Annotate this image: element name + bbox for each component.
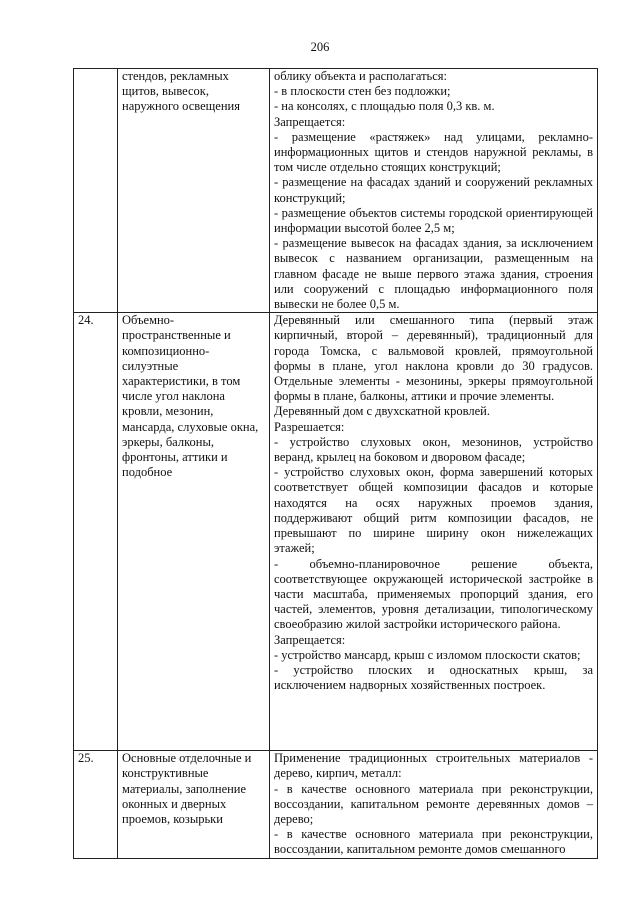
row-number: 24. — [74, 313, 118, 751]
requirement-line: Запрещается: — [274, 114, 346, 129]
row-parameter-name: Основные отделочные и конструктивные материалы, заполнение оконных и дверных проемов, козырьки — [118, 751, 270, 859]
row-number: 25. — [74, 751, 118, 859]
row-requirements — [270, 313, 598, 751]
requirement-line: - объемно-планировочное решение объекта, соответствующее окружающей исторической застройке в части масштаба, применяемых пропорций здания, его частей, элементов, уровня детализации, типологическому своеобразию жилой застройки исторического района. — [274, 556, 593, 632]
table-row — [74, 751, 598, 859]
requirement-line: - устройство мансард, крыш с изломом плоскости скатов; — [274, 647, 581, 662]
table-row — [74, 313, 598, 751]
page-number: 206 — [310, 40, 330, 54]
requirement-line: - в качестве основного материала при реконструкции, воссоздании, капитальном ремонте деревянных домов – дерево; — [274, 781, 593, 827]
requirement-line: облику объекта и располагаться: — [274, 69, 448, 83]
requirement-line: - устройство слуховых окон, форма завершений которых соответствует общей композиции фасадов и которые находятся на осях наружных проемов здания, поддерживают общий ритм композиции фасадов, не превышают по ширине ширину окон нижележащих этажей; — [274, 465, 593, 556]
row-parameter-name: стендов, рекламных щитов, вывесок, наружного освещения — [118, 69, 270, 313]
requirement-line: Применение традиционных строительных материалов - дерево, кирпич, металл: — [274, 751, 593, 781]
requirement-line: - размещение на фасадах зданий и сооружений рекламных конструкций; — [274, 175, 593, 205]
row-requirements — [270, 751, 598, 859]
requirement-line: - размещение «растяжек» над улицами, рекламно-информационных щитов и стендов наружной рекламы, в том числе отдельно стоящих конструкций; — [274, 129, 593, 175]
requirement-line: - размещение вывесок на фасадах здания, за исключением вывесок с названием организации, размещенным на главном фасаде не выше первого этажа здания, строения или сооружений с площадью информационного поля вывески не более 0,5 м. — [274, 236, 593, 312]
requirement-line: Разрешается: — [274, 419, 345, 434]
row-requirements — [270, 69, 598, 313]
requirement-line: Деревянный дом с двухскатной кровлей. — [274, 404, 490, 419]
row-number — [74, 69, 118, 313]
requirement-line: Запрещается: — [274, 632, 346, 647]
requirement-line: - размещение объектов системы городской ориентирующей информации высотой более 2,5 м; — [274, 205, 593, 236]
row-parameter-name: Объемно-пространственные и композиционно-силуэтные характеристики, в том числе угол наклона кровли, мезонин, мансарда, слуховые окна, эркеры, балконы, фронтоны, аттики и подобное — [118, 313, 270, 751]
requirement-line: Деревянный или смешанного типа (первый этаж кирпичный, второй – деревянный), традиционный для города Томска, с вальмовой кровлей, прямоугольной формы в плане, угол наклона кровли до 30 градусов. Отдельные элементы - мезонины, эркеры прямоугольной формы в плане, балконы, аттики и прочие элементы. — [274, 313, 593, 404]
requirement-line: - устройство слуховых окон, мезонинов, устройство веранд, крылец на боковом и дворовом фасаде; — [274, 434, 593, 465]
table-row — [74, 69, 598, 313]
requirement-line: - на консолях, с площадью поля 0,3 кв. м. — [274, 99, 495, 114]
requirement-line: - в плоскости стен без подложки; — [274, 84, 451, 99]
requirement-line: - устройство плоских и односкатных крыш, за исключением надворных хозяйственных построек. — [274, 662, 593, 693]
requirement-line: - в качестве основного материала при реконструкции, воссоздании, капитальном ремонте домов смешанного — [274, 827, 593, 857]
regulations-table — [73, 68, 598, 859]
